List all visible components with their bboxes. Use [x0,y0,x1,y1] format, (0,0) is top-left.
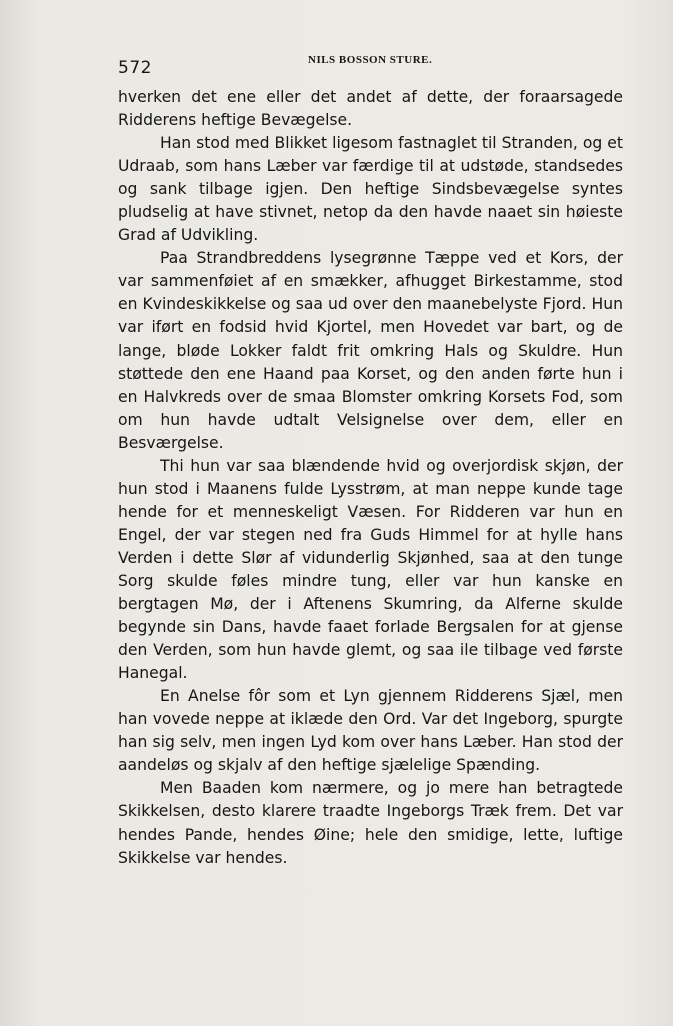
paragraph: En Anelse fôr som et Lyn gjennem Ridderens Sjæl, men han vovede neppe at iklæde den Ord. Var det Ingeborg, spurgte han sig selv, men ingen Lyd kom over hans Læber. Han stod der aandeløs og skjalv af den heftige sjælelige Spænding. [118,687,623,775]
paragraph: hverken det ene eller det andet af dette, der foraarsagede Ridderens heftige Bevægelse. [118,88,623,130]
page-number: 572 [118,58,152,78]
paragraph: Paa Strandbreddens lysegrønne Tæppe ved et Kors, der var sammenføiet af en smækker, afhugget Birkestamme, stod en Kvindeskikkelse og saa ud over den maanebelyste Fjord. Hun var iført en fodsid hvid Kjortel, men Hovedet var bart, og de lange, bløde Lokker faldt frit omkring Hals og Skuldre. Hun støttede den ene Haand paa Korset, og den anden førte hun i en Halvkreds over de smaa Blomster omkring Korsets Fod, som om hun havde udtalt Velsignelse over dem, eller en Besværgelse. [118,249,623,452]
paragraph: Han stod med Blikket ligesom fastnaglet til Stranden, og et Udraab, som hans Læber var færdige til at udstøde, standsedes og sank tilbage igjen. Den heftige Sindsbevægelse syntes pludselig at have stivnet, netop da den havde naaet sin høieste Grad af Udvikling. [118,134,623,245]
body-text [118,86,623,870]
page-header [118,50,623,80]
running-head: NILS BOSSON STURE. [308,54,433,66]
paragraph: Thi hun var saa blændende hvid og overjordisk skjøn, der hun stod i Maanens fulde Lysstrøm, at man neppe kunde tage hende for et menneskeligt Væsen. For Ridderen var hun en Engel, der var stegen ned fra Guds Himmel for at hylle hans Verden i dette Slør af vidunderlig Skjønhed, saa at den tunge Sorg skulde føles mindre tung, eller var hun kanske en bergtagen Mø, der i Aftenens Skumring, da Alferne skulde begynde sin Dans, havde faaet forlade Bergsalen for at gjense den Verden, som hun havde glemt, og saa ile tilbage ved første Hanegal. [118,456,623,683]
paragraph: Men Baaden kom nærmere, og jo mere han betragtede Skikkelsen, desto klarere traadte Ingeborgs Træk frem. Det var hendes Pande, hendes Øine; hele den smidige, lette, luftige Skikkelse var hendes. [118,779,623,867]
